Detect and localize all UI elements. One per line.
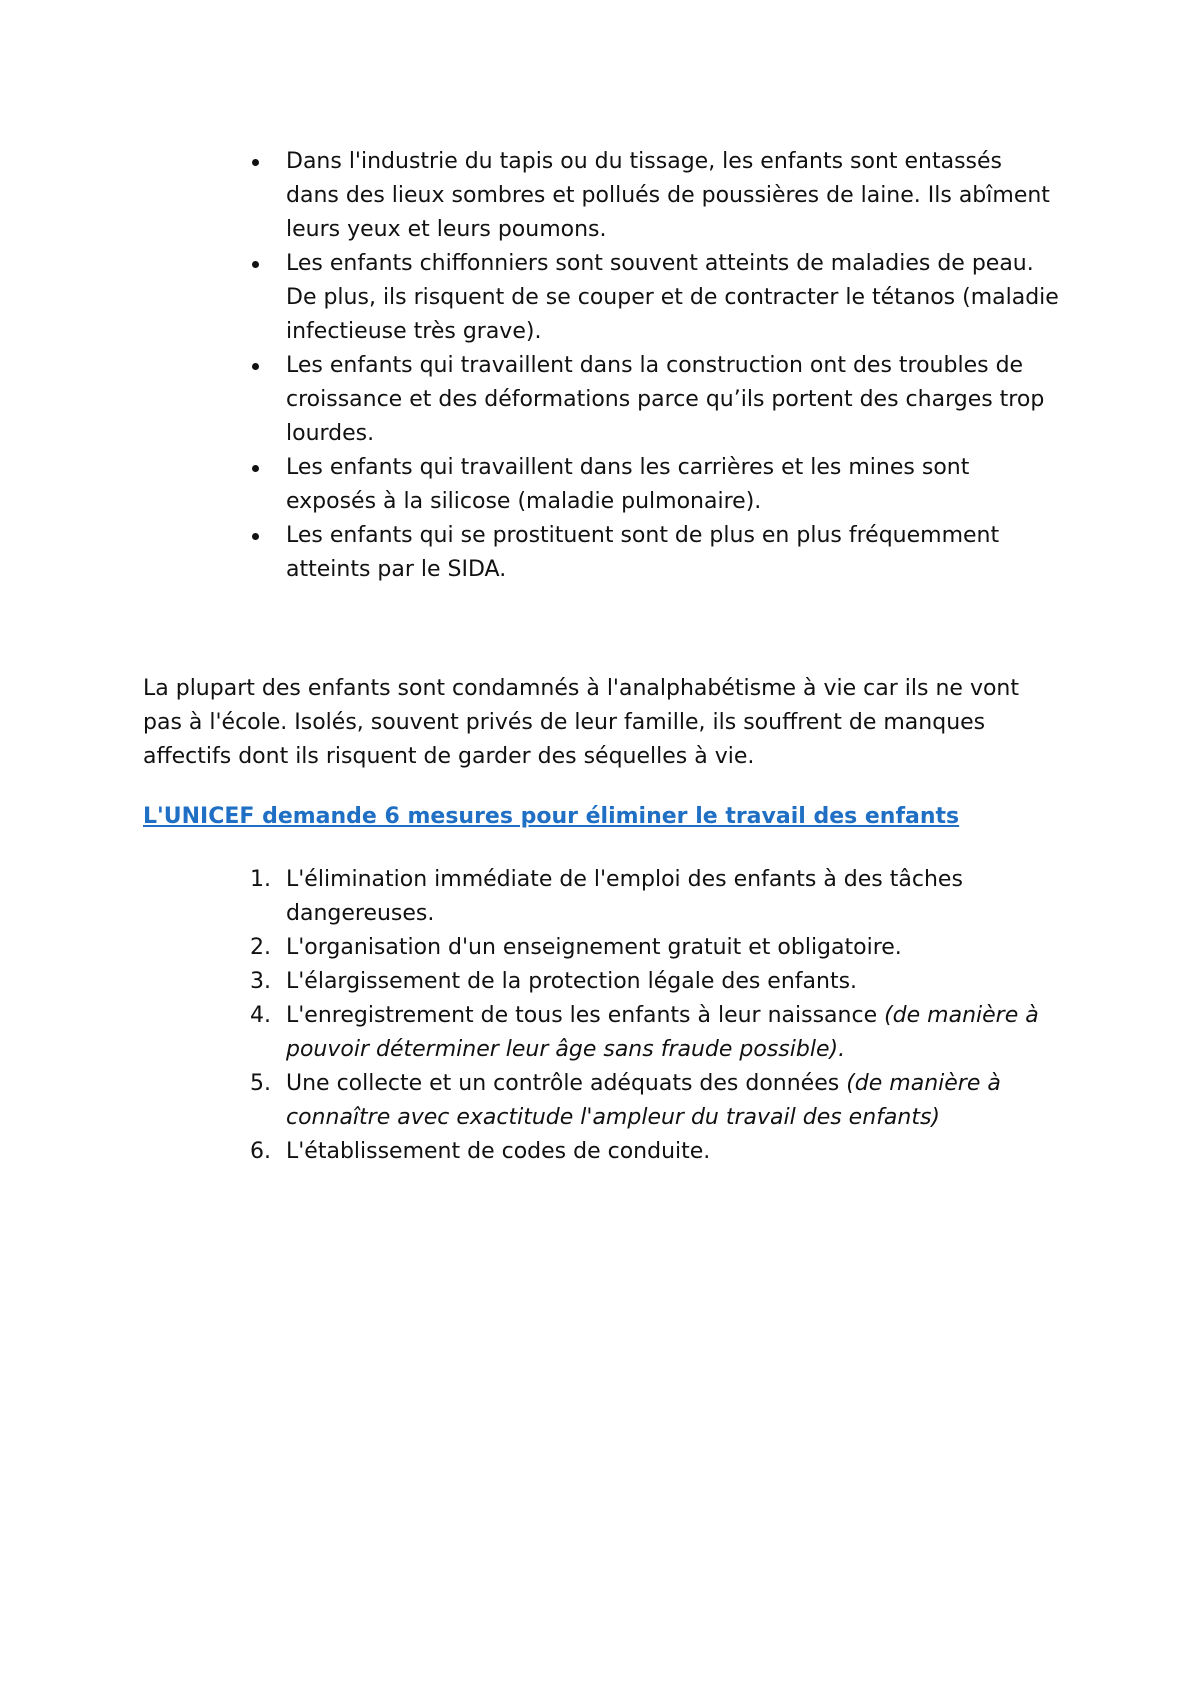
- list-item: [240, 247, 1060, 349]
- list-item: [240, 1067, 1070, 1135]
- list-item-text: Les enfants qui travaillent dans les carrières et les mines sont exposés à la silicose (maladie pulmonaire).: [286, 455, 970, 514]
- list-number: 2.: [250, 935, 271, 960]
- health-effects-list: [240, 145, 1060, 587]
- list-item-note: (de manière à pouvoir déterminer leur âge sans fraude possible).: [286, 1003, 1039, 1062]
- list-item: [240, 451, 1060, 519]
- illiteracy-paragraph: La plupart des enfants sont condamnés à l'analphabétisme à vie car ils ne vont pas à l'école. Isolés, souvent privés de leur famille, ils souffrent de manques affectifs dont ils risquent de garder des séquelles à vie.: [143, 676, 1019, 769]
- bullet-icon: [252, 363, 259, 370]
- bullet-icon: [252, 159, 259, 166]
- list-item: [240, 145, 1060, 247]
- bullet-icon: [252, 533, 259, 540]
- list-item-note: (de manière à connaître avec exactitude l'ampleur du travail des enfants): [286, 1071, 1001, 1130]
- list-item: [240, 999, 1070, 1067]
- list-number: 4.: [250, 1003, 271, 1028]
- list-item-text: Dans l'industrie du tapis ou du tissage, les enfants sont entassés dans des lieux sombres et pollués de poussières de laine. Ils abîment leurs yeux et leurs poumons.: [286, 149, 1050, 242]
- unicef-measures-list: [240, 863, 1070, 1169]
- list-number: 1.: [250, 867, 271, 892]
- list-item-text: L'élimination immédiate de l'emploi des enfants à des tâches dangereuses.: [286, 867, 963, 926]
- list-item-text: L'établissement de codes de conduite.: [286, 1139, 711, 1164]
- list-item-text: L'organisation d'un enseignement gratuit et obligatoire.: [286, 935, 902, 960]
- list-item-text: L'élargissement de la protection légale des enfants.: [286, 969, 858, 994]
- list-item: [240, 931, 1070, 965]
- bullet-icon: [252, 261, 259, 268]
- list-item: [240, 519, 1060, 587]
- unicef-heading: L'UNICEF demande 6 mesures pour éliminer le travail des enfants: [143, 804, 960, 829]
- list-number: 6.: [250, 1139, 271, 1164]
- list-item: [240, 349, 1060, 451]
- list-item-text: L'enregistrement de tous les enfants à leur naissance: [286, 1003, 885, 1028]
- list-item: [240, 1135, 1070, 1169]
- list-item-text: Une collecte et un contrôle adéquats des données: [286, 1071, 847, 1096]
- list-item-text: Les enfants chiffonniers sont souvent atteints de maladies de peau. De plus, ils risquent de se couper et de contracter le tétanos (maladie infectieuse très grave).: [286, 251, 1059, 344]
- list-item-text: Les enfants qui travaillent dans la construction ont des troubles de croissance et des déformations parce qu’ils portent des charges trop lourdes.: [286, 353, 1045, 446]
- list-item: [240, 863, 1070, 931]
- list-item-text: Les enfants qui se prostituent sont de plus en plus fréquemment atteints par le SIDA.: [286, 523, 1000, 582]
- bullet-icon: [252, 465, 259, 472]
- list-number: 5.: [250, 1071, 271, 1096]
- list-item: [240, 965, 1070, 999]
- list-number: 3.: [250, 969, 271, 994]
